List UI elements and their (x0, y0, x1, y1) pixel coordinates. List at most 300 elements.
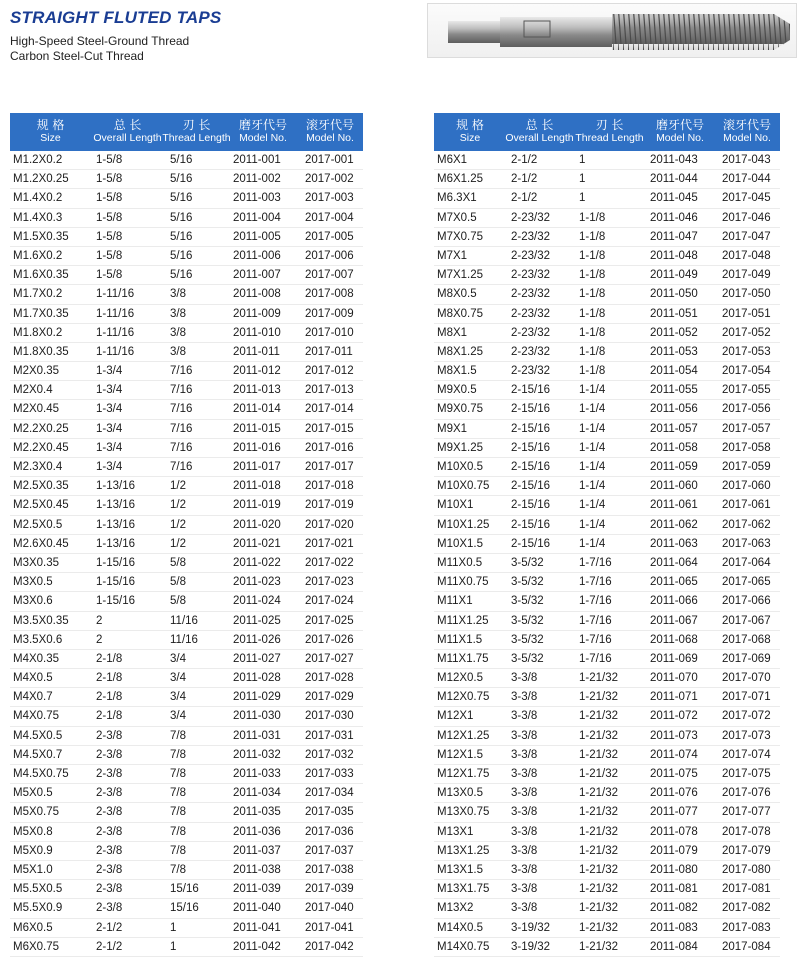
overall-length-cell: 2-1/8 (96, 691, 123, 704)
size-cell: M5X0.9 (13, 844, 53, 857)
column-header-ground-model-no: 磨牙代号 Model No. (655, 118, 704, 144)
ground-model-no-cell: 2011-002 (233, 173, 281, 186)
column-header-rolled-model-no: 滚牙代号 Model No. (305, 118, 354, 144)
table-row (10, 592, 363, 611)
thread-length-cell: 1-1/4 (579, 480, 606, 493)
thread-length-cell: 1-7/16 (579, 595, 612, 608)
overall-length-cell: 3-5/32 (511, 633, 544, 646)
ground-model-no-cell: 2011-052 (650, 326, 698, 339)
table-row (434, 209, 780, 228)
rolled-model-no-cell: 2017-075 (722, 768, 771, 780)
overall-length-cell: 2-15/16 (511, 518, 551, 531)
ground-model-no-cell: 2011-042 (233, 940, 281, 953)
thread-length-cell: 7/8 (170, 825, 186, 838)
ground-model-no-cell: 2011-031 (233, 729, 281, 742)
rolled-model-no-cell: 2017-048 (722, 249, 771, 262)
rolled-model-no-cell: 2017-056 (722, 403, 771, 416)
thread-length-cell: 1/2 (170, 499, 186, 512)
size-cell: M4X0.35 (13, 652, 60, 665)
size-cell: M4.5X0.5 (13, 729, 63, 742)
rolled-model-no-cell: 2017-003 (305, 192, 354, 205)
overall-length-cell: 3-3/8 (511, 787, 538, 800)
overall-length-cell: 1-13/16 (96, 518, 136, 531)
size-cell: M11X0.5 (437, 556, 483, 569)
rolled-model-no-cell: 2017-082 (722, 902, 771, 915)
ground-model-no-cell: 2011-019 (233, 499, 281, 512)
size-cell: M10X0.5 (437, 461, 484, 473)
ground-model-no-cell: 2011-070 (650, 672, 698, 685)
table-row (10, 803, 363, 822)
ground-model-no-cell: 2011-012 (233, 365, 281, 378)
rolled-model-no-cell: 2017-070 (722, 672, 771, 685)
thread-length-cell: 1-1/8 (579, 211, 606, 224)
ground-model-no-cell: 2011-081 (650, 883, 698, 896)
thread-length-cell: 3/4 (170, 710, 186, 723)
ground-model-no-cell: 2011-058 (650, 441, 698, 454)
size-cell: M10X1.25 (437, 518, 490, 531)
table-row (434, 420, 780, 439)
thread-length-cell: 1-1/4 (579, 499, 606, 512)
rolled-model-no-cell: 2017-004 (305, 211, 354, 224)
overall-length-cell: 3-19/32 (511, 940, 551, 953)
rolled-model-no-cell: 2017-034 (305, 787, 354, 800)
thread-length-cell: 3/8 (170, 326, 186, 339)
table-row (434, 170, 780, 189)
table-row (10, 727, 363, 746)
size-cell: M6X1.25 (437, 173, 484, 186)
size-cell: M3X0.6 (13, 595, 53, 608)
overall-length-cell: 2-23/32 (511, 307, 551, 320)
overall-length-cell: 2-1/2 (96, 921, 123, 934)
table-row (10, 535, 363, 554)
rolled-model-no-cell: 2017-067 (722, 614, 771, 627)
table-row (434, 880, 780, 899)
thread-length-cell: 1/2 (170, 518, 186, 531)
size-cell: M2X0.45 (13, 403, 60, 416)
ground-model-no-cell: 2011-033 (233, 768, 281, 780)
overall-length-cell: 1-5/8 (96, 249, 123, 262)
rolled-model-no-cell: 2017-013 (305, 384, 354, 397)
rolled-model-no-cell: 2017-015 (305, 422, 354, 435)
overall-length-cell: 2 (96, 614, 103, 627)
thread-length-cell: 7/8 (170, 787, 186, 800)
rolled-model-no-cell: 2017-061 (722, 499, 771, 512)
rolled-model-no-cell: 2017-043 (722, 154, 771, 166)
ground-model-no-cell: 2011-030 (233, 710, 281, 723)
rolled-model-no-cell: 2017-022 (305, 556, 354, 569)
column-header-size: 规 格 Size (36, 118, 65, 144)
overall-length-cell: 3-3/8 (511, 710, 538, 723)
size-cell: M2.2X0.45 (13, 441, 69, 454)
rolled-model-no-cell: 2017-073 (722, 729, 771, 742)
size-cell: M7X0.75 (437, 230, 484, 243)
rolled-model-no-cell: 2017-066 (722, 595, 771, 608)
thread-length-cell: 5/16 (170, 192, 193, 205)
size-cell: M2.3X0.4 (13, 461, 63, 473)
ground-model-no-cell: 2011-075 (650, 768, 698, 780)
table-row (434, 842, 780, 861)
ground-model-no-cell: 2011-041 (233, 921, 281, 934)
thread-length-cell: 1-21/32 (579, 787, 619, 800)
overall-length-cell: 2-23/32 (511, 326, 551, 339)
rolled-model-no-cell: 2017-063 (722, 537, 771, 550)
thread-length-cell: 7/16 (170, 384, 193, 397)
rolled-model-no-cell: 2017-055 (722, 384, 771, 397)
thread-length-cell: 1 (170, 940, 177, 953)
thread-length-cell: 5/8 (170, 576, 186, 589)
table-row (434, 899, 780, 918)
rolled-model-no-cell: 2017-017 (305, 461, 354, 473)
rolled-model-no-cell: 2017-040 (305, 902, 354, 915)
rolled-model-no-cell: 2017-046 (722, 211, 771, 224)
ground-model-no-cell: 2011-049 (650, 269, 698, 282)
size-cell: M10X1.5 (437, 537, 484, 550)
thread-length-cell: 1-21/32 (579, 844, 619, 857)
size-cell: M7X1.25 (437, 269, 484, 282)
thread-length-cell: 7/8 (170, 768, 186, 780)
thread-length-cell: 1-1/4 (579, 461, 606, 473)
rolled-model-no-cell: 2017-083 (722, 921, 771, 934)
ground-model-no-cell: 2011-014 (233, 403, 281, 416)
table-row (434, 496, 780, 515)
thread-length-cell: 7/16 (170, 461, 193, 473)
ground-model-no-cell: 2011-011 (233, 345, 280, 358)
ground-model-no-cell: 2011-018 (233, 480, 281, 493)
size-cell: M9X1.25 (437, 441, 484, 454)
thread-length-cell: 7/8 (170, 863, 186, 876)
size-cell: M11X1 (437, 595, 473, 608)
thread-length-cell: 15/16 (170, 902, 199, 915)
table-row (434, 823, 780, 842)
overall-length-cell: 3-3/8 (511, 768, 538, 780)
rolled-model-no-cell: 2017-041 (305, 921, 354, 934)
rolled-model-no-cell: 2017-031 (305, 729, 354, 742)
overall-length-cell: 3-19/32 (511, 921, 551, 934)
table-row (10, 247, 363, 266)
table-row (10, 343, 363, 362)
thread-length-cell: 7/16 (170, 422, 193, 435)
ground-model-no-cell: 2011-029 (233, 691, 281, 704)
table-row (434, 803, 780, 822)
rolled-model-no-cell: 2017-060 (722, 480, 771, 493)
table-row (10, 842, 363, 861)
thread-length-cell: 3/4 (170, 672, 186, 685)
overall-length-cell: 2-15/16 (511, 403, 551, 416)
thread-length-cell: 1-21/32 (579, 921, 619, 934)
overall-length-cell: 1-15/16 (96, 595, 136, 608)
ground-model-no-cell: 2011-034 (233, 787, 281, 800)
overall-length-cell: 2-23/32 (511, 365, 551, 378)
rolled-model-no-cell: 2017-019 (305, 499, 354, 512)
ground-model-no-cell: 2011-076 (650, 787, 698, 800)
ground-model-no-cell: 2011-005 (233, 230, 281, 243)
size-cell: M2X0.4 (13, 384, 53, 397)
size-cell: M5.5X0.5 (13, 883, 63, 896)
overall-length-cell: 2-1/8 (96, 652, 123, 665)
overall-length-cell: 1-13/16 (96, 499, 136, 512)
overall-length-cell: 2-23/32 (511, 249, 551, 262)
table-row (10, 880, 363, 899)
thread-length-cell: 15/16 (170, 883, 199, 896)
thread-length-cell: 1-1/8 (579, 326, 606, 339)
column-header-overall-length: 总 长 Overall Length (505, 118, 574, 144)
size-cell: M13X0.75 (437, 806, 490, 819)
overall-length-cell: 1-11/16 (96, 307, 135, 320)
size-cell: M1.6X0.35 (13, 269, 69, 282)
thread-length-cell: 3/8 (170, 307, 186, 320)
table-row (10, 823, 363, 842)
thread-length-cell: 5/16 (170, 173, 193, 186)
table-row (434, 861, 780, 880)
size-cell: M2X0.35 (13, 365, 60, 378)
rolled-model-no-cell: 2017-023 (305, 576, 354, 589)
thread-length-cell: 7/8 (170, 729, 186, 742)
rolled-model-no-cell: 2017-001 (305, 154, 354, 166)
thread-length-cell: 1-21/32 (579, 748, 619, 761)
ground-model-no-cell: 2011-082 (650, 902, 698, 915)
table-row (10, 919, 363, 938)
size-cell: M3X0.35 (13, 556, 60, 569)
ground-model-no-cell: 2011-045 (650, 192, 698, 205)
rolled-model-no-cell: 2017-026 (305, 633, 354, 646)
ground-model-no-cell: 2011-013 (233, 384, 281, 397)
size-cell: M3.5X0.6 (13, 633, 63, 646)
size-cell: M8X0.75 (437, 307, 484, 320)
table-row (434, 439, 780, 458)
table-row (434, 938, 780, 957)
size-cell: M13X1.25 (437, 844, 490, 857)
catalog-subtitle-hss: High-Speed Steel-Ground Thread (10, 34, 190, 48)
rolled-model-no-cell: 2017-038 (305, 863, 354, 876)
size-cell: M10X0.75 (437, 480, 490, 493)
thread-length-cell: 1-21/32 (579, 806, 619, 819)
size-cell: M2.5X0.5 (13, 518, 63, 531)
size-cell: M8X1 (437, 326, 468, 339)
overall-length-cell: 2-3/8 (96, 825, 123, 838)
thread-length-cell: 1 (579, 192, 586, 205)
ground-model-no-cell: 2011-023 (233, 576, 281, 589)
thread-length-cell: 7/16 (170, 441, 193, 454)
table-row (10, 324, 363, 343)
size-cell: M6X1 (437, 154, 468, 166)
ground-model-no-cell: 2011-065 (650, 576, 698, 589)
overall-length-cell: 2-15/16 (511, 480, 551, 493)
size-cell: M11X1.5 (437, 633, 483, 646)
catalog-title: STRAIGHT FLUTED TAPS (10, 8, 222, 27)
ground-model-no-cell: 2011-079 (650, 844, 698, 857)
rolled-model-no-cell: 2017-011 (305, 345, 353, 358)
size-cell: M2.6X0.45 (13, 537, 69, 550)
thread-length-cell: 5/8 (170, 556, 186, 569)
size-cell: M5.5X0.9 (13, 902, 63, 915)
thread-length-cell: 5/16 (170, 230, 193, 243)
ground-model-no-cell: 2011-006 (233, 249, 281, 262)
size-cell: M7X1 (437, 249, 468, 262)
thread-length-cell: 7/16 (170, 403, 193, 416)
overall-length-cell: 3-3/8 (511, 863, 538, 876)
table-row (10, 612, 363, 631)
overall-length-cell: 1-3/4 (96, 461, 123, 473)
ground-model-no-cell: 2011-067 (650, 614, 698, 627)
size-cell: M1.7X0.35 (13, 307, 69, 320)
table-row (10, 573, 363, 592)
rolled-model-no-cell: 2017-077 (722, 806, 771, 819)
size-cell: M1.4X0.2 (13, 192, 63, 205)
table-row (10, 209, 363, 228)
overall-length-cell: 2-1/8 (96, 710, 123, 723)
thread-length-cell: 1/2 (170, 537, 186, 550)
overall-length-cell: 1-3/4 (96, 422, 123, 435)
table-row (10, 477, 363, 496)
size-cell: M9X0.75 (437, 403, 484, 416)
rolled-model-no-cell: 2017-032 (305, 748, 354, 761)
table-row (434, 343, 780, 362)
rolled-model-no-cell: 2017-081 (722, 883, 771, 896)
table-row (434, 746, 780, 765)
thread-length-cell: 7/16 (170, 365, 193, 378)
overall-length-cell: 1-11/16 (96, 326, 135, 339)
overall-length-cell: 3-3/8 (511, 825, 538, 838)
size-cell: M5X1.0 (13, 863, 53, 876)
size-cell: M2.5X0.45 (13, 499, 69, 512)
overall-length-cell: 1-11/16 (96, 288, 135, 301)
rolled-model-no-cell: 2017-074 (722, 748, 771, 761)
thread-length-cell: 1 (170, 921, 177, 934)
rolled-model-no-cell: 2017-024 (305, 595, 354, 608)
ground-model-no-cell: 2011-020 (233, 518, 281, 531)
rolled-model-no-cell: 2017-016 (305, 441, 354, 454)
size-cell: M12X1.75 (437, 768, 490, 780)
overall-length-cell: 1-13/16 (96, 480, 136, 493)
table-row (434, 458, 780, 477)
ground-model-no-cell: 2011-077 (650, 806, 698, 819)
table-row (434, 305, 780, 324)
size-cell: M12X0.75 (437, 691, 490, 704)
size-cell: M13X1.75 (437, 883, 490, 896)
overall-length-cell: 2-1/2 (511, 173, 538, 186)
thread-length-cell: 1-7/16 (579, 633, 612, 646)
thread-length-cell: 7/8 (170, 748, 186, 761)
overall-length-cell: 2-1/2 (511, 192, 538, 205)
ground-model-no-cell: 2011-062 (650, 518, 698, 531)
thread-length-cell: 1-1/4 (579, 422, 606, 435)
size-cell: M13X2 (437, 902, 474, 915)
table-row (10, 400, 363, 419)
thread-length-cell: 3/4 (170, 652, 186, 665)
thread-length-cell: 1-1/8 (579, 365, 606, 378)
table-row (434, 400, 780, 419)
overall-length-cell: 2-15/16 (511, 441, 551, 454)
table-row (10, 496, 363, 515)
rolled-model-no-cell: 2017-053 (722, 345, 771, 358)
table-row (434, 228, 780, 247)
thread-length-cell: 1-7/16 (579, 652, 612, 665)
overall-length-cell: 2-3/8 (96, 768, 123, 780)
overall-length-cell: 3-3/8 (511, 844, 538, 857)
rolled-model-no-cell: 2017-057 (722, 422, 771, 435)
overall-length-cell: 2-3/8 (96, 863, 123, 876)
size-cell: M1.5X0.35 (13, 230, 69, 243)
overall-length-cell: 2-1/2 (511, 154, 538, 166)
table-row (10, 784, 363, 803)
ground-model-no-cell: 2011-074 (650, 748, 698, 761)
ground-model-no-cell: 2011-057 (650, 422, 698, 435)
rolled-model-no-cell: 2017-042 (305, 940, 354, 953)
size-cell: M1.8X0.35 (13, 345, 69, 358)
rolled-model-no-cell: 2017-084 (722, 940, 771, 953)
overall-length-cell: 2-3/8 (96, 787, 123, 800)
ground-model-no-cell: 2011-001 (233, 154, 281, 166)
thread-length-cell: 1 (579, 154, 586, 166)
size-cell: M14X0.5 (437, 921, 484, 934)
ground-model-no-cell: 2011-061 (650, 499, 698, 512)
table-row (434, 765, 780, 784)
size-cell: M9X1 (437, 422, 468, 435)
thread-length-cell: 1-1/8 (579, 345, 606, 358)
ground-model-no-cell: 2011-054 (650, 365, 698, 378)
ground-model-no-cell: 2011-060 (650, 480, 698, 493)
thread-length-cell: 1-1/4 (579, 518, 606, 531)
rolled-model-no-cell: 2017-002 (305, 173, 354, 186)
ground-model-no-cell: 2011-050 (650, 288, 698, 301)
ground-model-no-cell: 2011-037 (233, 844, 281, 857)
ground-model-no-cell: 2011-017 (233, 461, 281, 473)
overall-length-cell: 2-15/16 (511, 461, 551, 473)
thread-length-cell: 11/16 (170, 614, 198, 627)
size-cell: M10X1 (437, 499, 474, 512)
rolled-model-no-cell: 2017-012 (305, 365, 354, 378)
tap-spec-table-left (10, 113, 363, 957)
table-row (434, 535, 780, 554)
ground-model-no-cell: 2011-063 (650, 537, 698, 550)
ground-model-no-cell: 2011-004 (233, 211, 281, 224)
ground-model-no-cell: 2011-051 (650, 307, 698, 320)
overall-length-cell: 1-5/8 (96, 211, 123, 224)
ground-model-no-cell: 2011-026 (233, 633, 281, 646)
rolled-model-no-cell: 2017-078 (722, 825, 771, 838)
column-header-overall-length: 总 长 Overall Length (93, 118, 162, 144)
overall-length-cell: 3-3/8 (511, 883, 538, 896)
ground-model-no-cell: 2011-071 (650, 691, 698, 704)
thread-length-cell: 1-7/16 (579, 614, 612, 627)
rolled-model-no-cell: 2017-027 (305, 652, 354, 665)
overall-length-cell: 3-5/32 (511, 576, 544, 589)
size-cell: M4X0.75 (13, 710, 60, 723)
table-row (10, 765, 363, 784)
overall-length-cell: 3-3/8 (511, 691, 538, 704)
rolled-model-no-cell: 2017-064 (722, 556, 771, 569)
table-row (10, 899, 363, 918)
table-row (434, 189, 780, 208)
column-header-size: 规 格 Size (456, 118, 484, 144)
size-cell: M5X0.8 (13, 825, 53, 838)
rolled-model-no-cell: 2017-020 (305, 518, 354, 531)
size-cell: M11X0.75 (437, 576, 489, 589)
tap-spec-table-right (434, 113, 780, 957)
table-row (10, 554, 363, 573)
size-cell: M7X0.5 (437, 211, 477, 224)
table-row (434, 592, 780, 611)
thread-length-cell: 5/16 (170, 249, 193, 262)
table-row (434, 727, 780, 746)
column-header-rolled-model-no: 滚牙代号 Model No. (722, 118, 771, 144)
size-cell: M1.2X0.2 (13, 154, 63, 166)
thread-length-cell: 5/16 (170, 211, 193, 224)
rolled-model-no-cell: 2017-036 (305, 825, 354, 838)
ground-model-no-cell: 2011-009 (233, 307, 281, 320)
thread-length-cell: 5/16 (170, 269, 193, 282)
thread-length-cell: 3/8 (170, 345, 186, 358)
